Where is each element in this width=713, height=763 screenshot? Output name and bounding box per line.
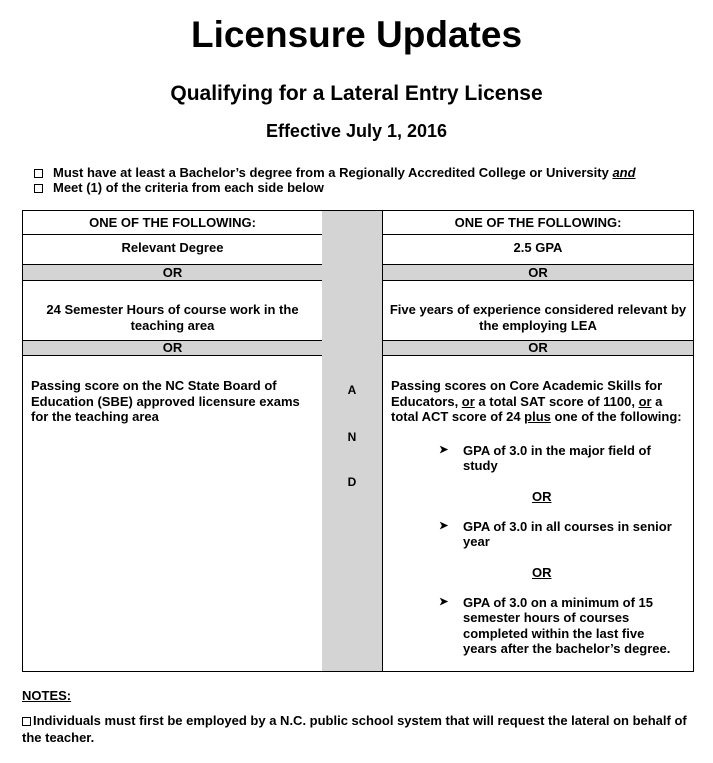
left-or-divider-1: OR [23,265,322,281]
requirement-item-1 [34,165,636,180]
requirement-text-2: Meet (1) of the criteria from each side below [53,180,324,195]
and-letter-a: A [347,383,357,397]
gpa-bullet-list [391,443,685,657]
page-subtitle: Qualifying for a Lateral Entry License [170,82,543,105]
and-letter-d: D [347,475,357,489]
notes-text: Individuals must first be employed by a N.C. public school system that will request the lateral on behalf of the teacher. [22,713,687,745]
gpa-bullet-2: ➤ GPA of 3.0 in all courses in senior year [439,518,672,549]
requirement-item-2 [34,180,324,195]
left-option-1: Relevant Degree [23,235,322,265]
requirement-emphasis: and [612,165,636,180]
criteria-table [22,210,694,672]
page-title: Licensure Updates [190,14,523,55]
right-or-divider-2: OR [383,341,693,356]
right-or-divider-1: OR [383,265,693,281]
gpa-bullet-1: ➤ GPA of 3.0 in the major field of study [439,442,651,473]
right-criteria-column [383,211,693,671]
and-column [322,211,383,671]
arrow-bullet-icon: ➤ [439,443,449,456]
arrow-bullet-icon: ➤ [439,595,449,608]
gpa-or-divider-1: OR [532,488,552,504]
requirement-text-1: Must have at least a Bachelor’s degree from a Regionally Accredited College or University [53,165,609,180]
left-option-3: Passing score on the NC State Board of Education (SBE) approved licensure exams for the teaching area [31,378,300,424]
checkbox-square-icon [34,184,43,193]
arrow-bullet-icon: ➤ [439,519,449,532]
and-letter-n: N [347,430,357,444]
checkbox-square-icon [22,717,31,726]
left-option-2: 24 Semester Hours of course work in the teaching area [23,281,322,341]
left-header: ONE OF THE FOLLOWING: [23,211,322,235]
effective-date: Effective July 1, 2016 [265,121,448,141]
right-header: ONE OF THE FOLLOWING: [383,211,693,235]
right-option-2: Five years of experience considered relevant by the employing LEA [383,281,693,341]
checkbox-square-icon [34,169,43,178]
gpa-or-divider-2: OR [532,564,552,580]
left-or-divider-2: OR [23,341,322,356]
notes-heading: NOTES: [22,688,72,703]
gpa-bullet-3: ➤ GPA of 3.0 on a minimum of 15 semester hours of courses completed within the last five years after the bachelor’s degree. [439,594,671,656]
left-criteria-column [23,211,323,671]
right-option-3-text: Passing scores on Core Academic Skills for Educators, or a total SAT score of 1100, or a total ACT score of 24 plus one of the following: [391,378,682,424]
right-option-1: 2.5 GPA [383,235,693,265]
right-option-3 [383,356,693,671]
